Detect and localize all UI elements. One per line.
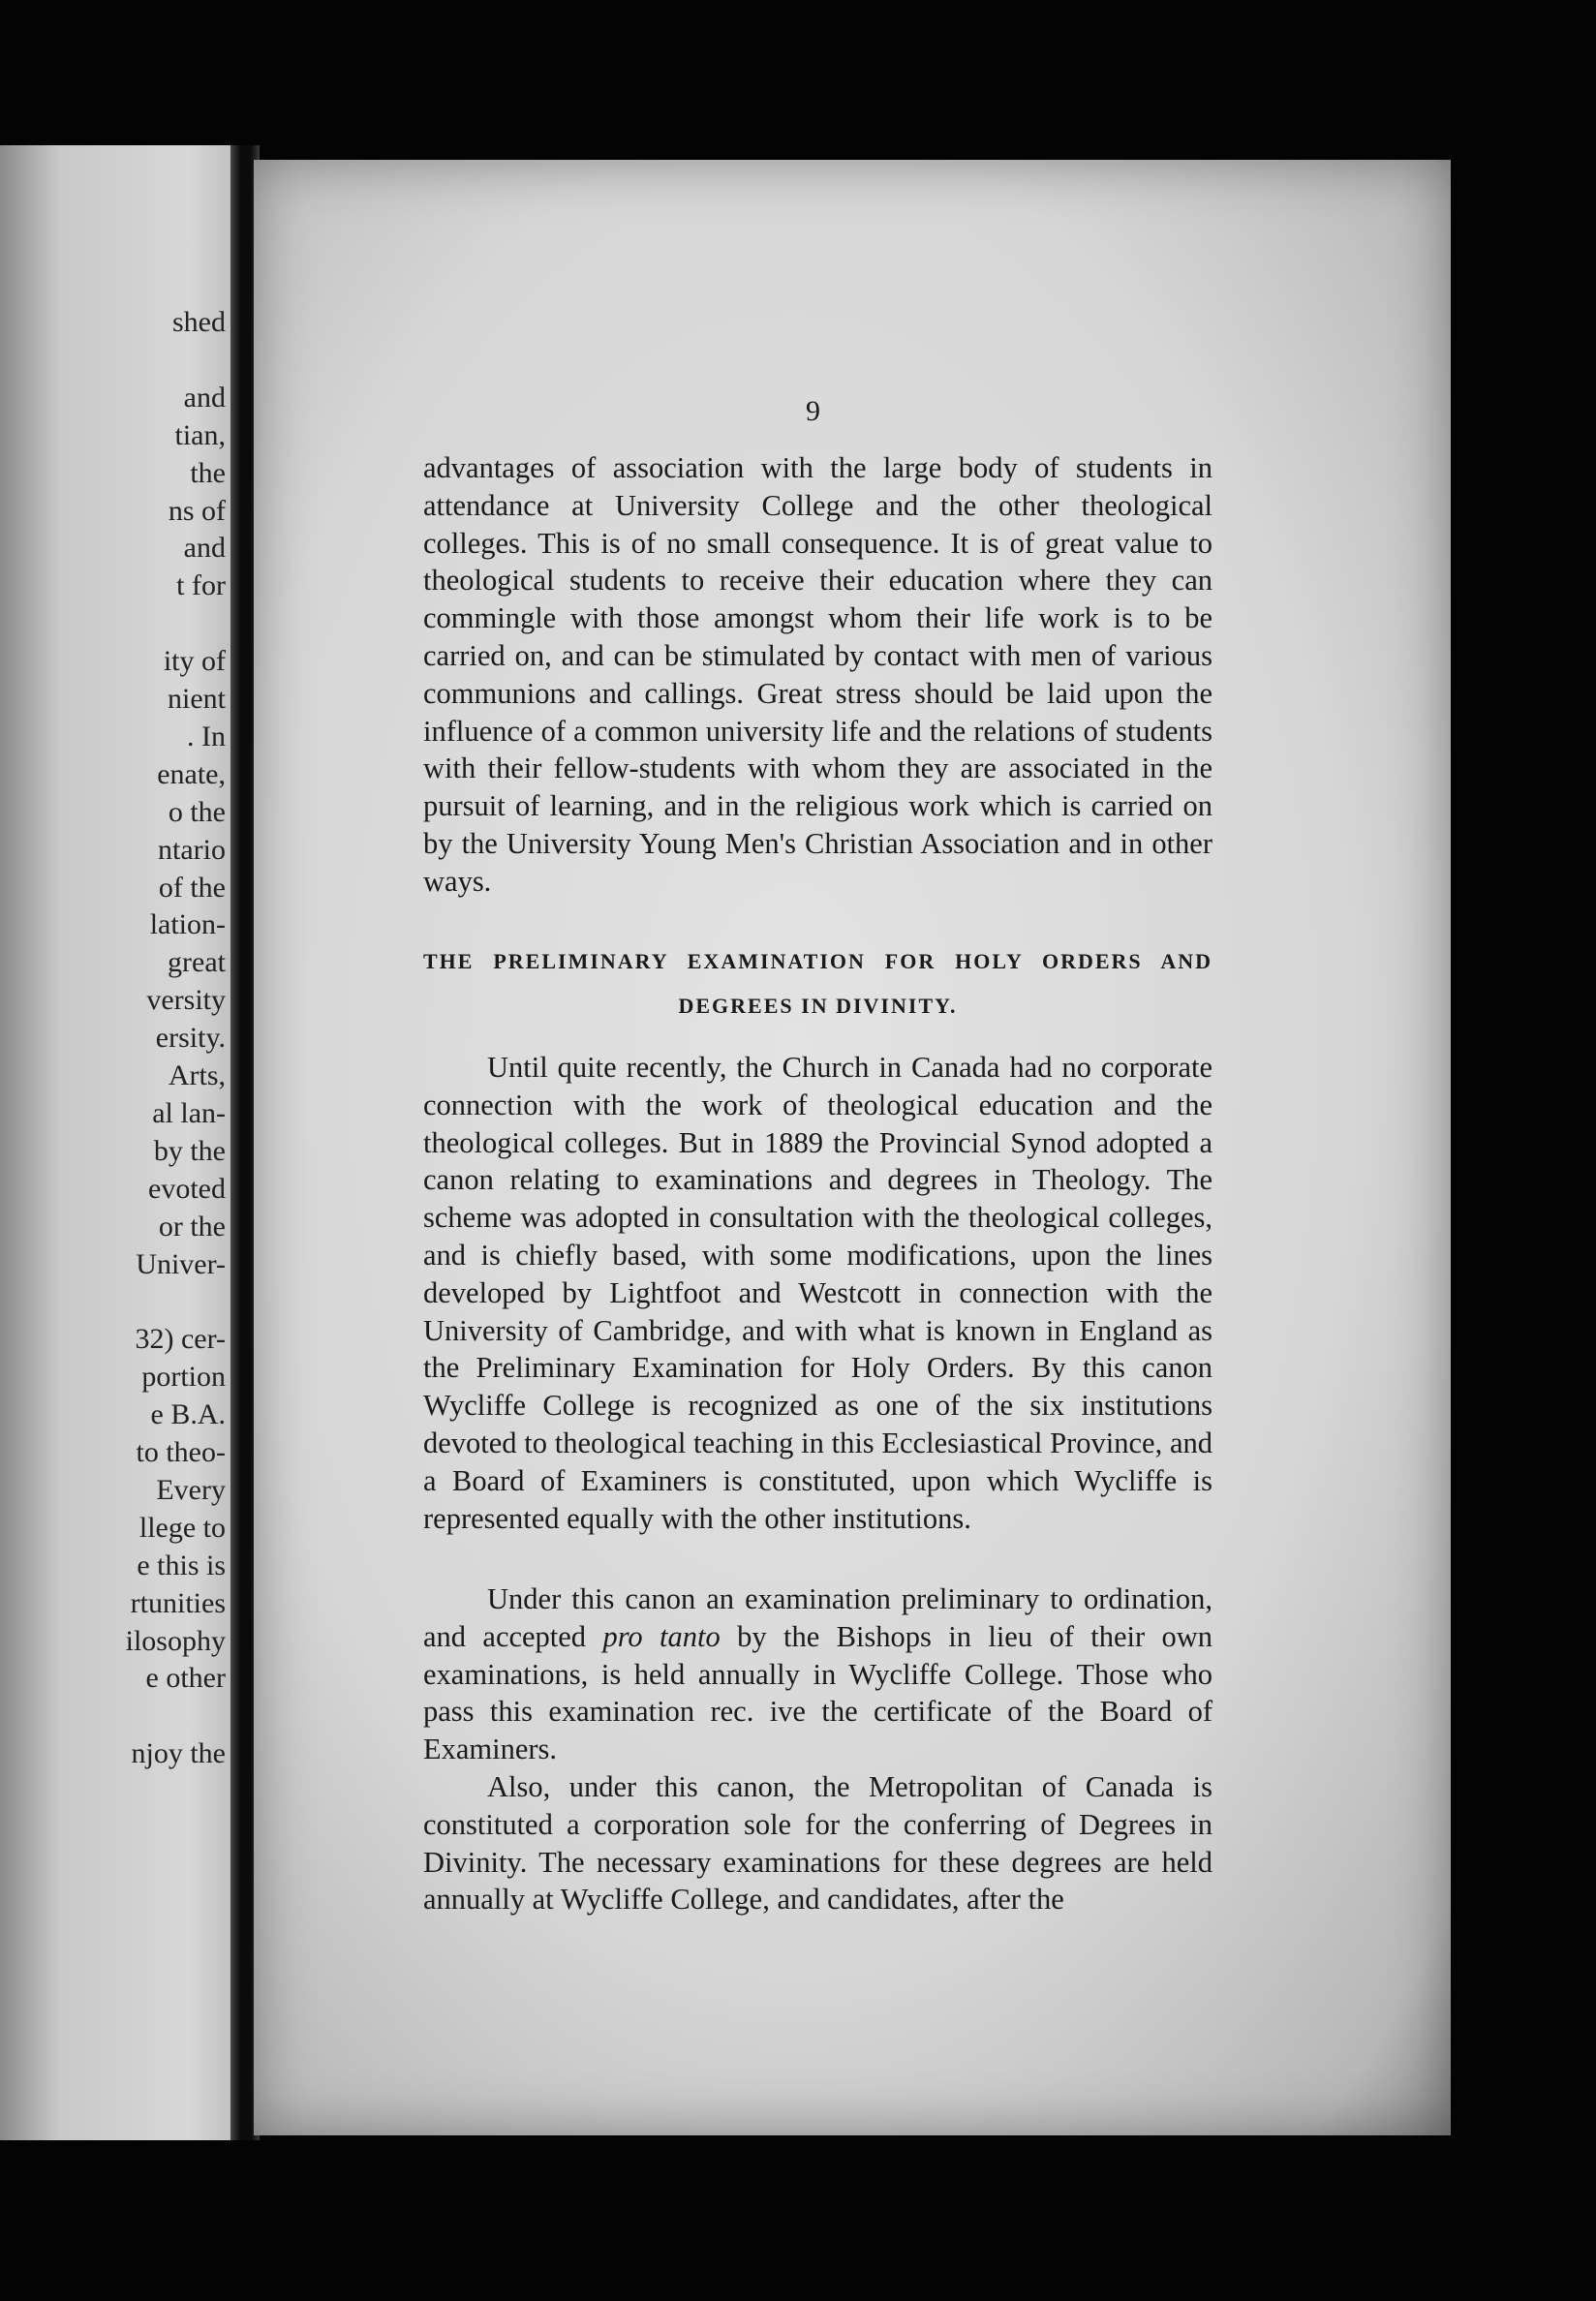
- previous-page-line: or the: [158, 1210, 226, 1243]
- previous-page-line: njoy the: [131, 1737, 226, 1770]
- page-number: 9: [806, 395, 820, 427]
- previous-page-line: versity: [146, 984, 226, 1017]
- previous-page-line: great: [168, 946, 226, 979]
- previous-page-line: to theo-: [136, 1436, 226, 1468]
- previous-page-line: lation-: [149, 908, 226, 941]
- paragraph-text: advantages of association with the large body of students in attendance at University College and the other theological colleges. This is of no small consequence. It is of great value to theological students to receive their education where they can commingle with those amongst whom their life work is to be carried on, and can be stimulated by contact with men of various communions and callings. Great stress should be laid upon the influence of a common university life and the relations of students with their fellow-students with whom they are associated in the pursuit of learning, and in the religious work which is carried on by the University Young Men's Christian Association and in other ways.: [423, 451, 1212, 898]
- previous-page-line: t for: [176, 569, 226, 602]
- body-paragraph-1: [423, 449, 1212, 901]
- body-paragraph-2: [423, 1049, 1212, 1537]
- previous-page-line: ns of: [168, 494, 226, 527]
- previous-page-line: . In: [187, 720, 226, 752]
- paragraph-text-end: by the Bishops in lieu of their own examinations, is held annually in Wycliffe College. Those who pass this examination rec. ive the certificate of the Board of Examiners.: [423, 1619, 1213, 1766]
- previous-page-line: Univer-: [136, 1247, 226, 1280]
- previous-page-line: tian,: [174, 418, 226, 451]
- previous-page-line: e other: [145, 1662, 226, 1695]
- previous-page-line: Every: [156, 1473, 226, 1506]
- previous-page-line: o the: [168, 795, 226, 828]
- previous-page-line: rtunities: [130, 1586, 226, 1619]
- previous-page-line: al lan-: [152, 1096, 226, 1129]
- previous-page-line: shed: [172, 306, 226, 338]
- previous-page-fragment: [0, 145, 237, 2140]
- previous-page-line: of the: [158, 871, 226, 904]
- previous-page-line: ilosophy: [125, 1624, 226, 1657]
- previous-page-line: the: [190, 456, 226, 489]
- previous-page-line: by the: [153, 1134, 226, 1167]
- previous-page-line: e this is: [137, 1549, 226, 1581]
- section-heading-line-2: DEGREES IN DIVINITY.: [678, 994, 958, 1018]
- previous-page-line: e B.A.: [150, 1398, 226, 1431]
- body-paragraph-4: [423, 1768, 1212, 1918]
- previous-page-line: portion: [141, 1361, 226, 1394]
- previous-page-line: ity of: [163, 645, 226, 678]
- previous-page-line: enate,: [157, 757, 226, 790]
- previous-page-line: 32) cer-: [135, 1323, 226, 1356]
- section-heading-line-1: THE PRELIMINARY EXAMINATION FOR HOLY ORDERS AND: [423, 949, 1212, 973]
- previous-page-line: ersity.: [155, 1022, 226, 1055]
- paragraph-text: Also, under this canon, the Metropolitan of Canada is constituted a corporation sole for the conferring of Degrees in Divinity. The necessary examinations for these degrees are held annually at Wycliffe College, and candidates, after the: [423, 1770, 1212, 1917]
- previous-page-line: nient: [168, 683, 226, 715]
- previous-page-line: evoted: [148, 1172, 226, 1205]
- previous-page-line: and: [183, 532, 226, 565]
- section-heading: [423, 939, 1212, 1028]
- paragraph-text: [423, 1580, 1212, 1768]
- previous-page-line: and: [183, 381, 226, 414]
- italic-phrase: pro tanto: [602, 1619, 721, 1653]
- previous-page-line: Arts,: [168, 1059, 226, 1091]
- paragraph-text-start: Under this canon an examination preliminary to ordination, and accepted: [423, 1582, 1212, 1653]
- body-paragraph-3: [423, 1580, 1212, 1768]
- previous-page-line: ntario: [158, 833, 226, 866]
- paragraph-text: Until quite recently, the Church in Canada had no corporate connection with the work of theological education and the theological colleges. But in 1889 the Provincial Synod adopted a canon relating to examinations and degrees in Theology. The scheme was adopted in consultation with the theological colleges, and is chiefly based, with some modifications, upon the lines developed by Lightfoot and Westcott in connection with the University of Cambridge, and with what is known in England as the Preliminary Examination for Holy Orders. By this canon Wycliffe College is recognized as one of the six institutions devoted to theological teaching in this Ecclesiastical Province, and a Board of Examiners is constituted, upon which Wycliffe is represented equally with the other institutions.: [423, 1051, 1212, 1535]
- previous-page-line: llege to: [138, 1511, 226, 1544]
